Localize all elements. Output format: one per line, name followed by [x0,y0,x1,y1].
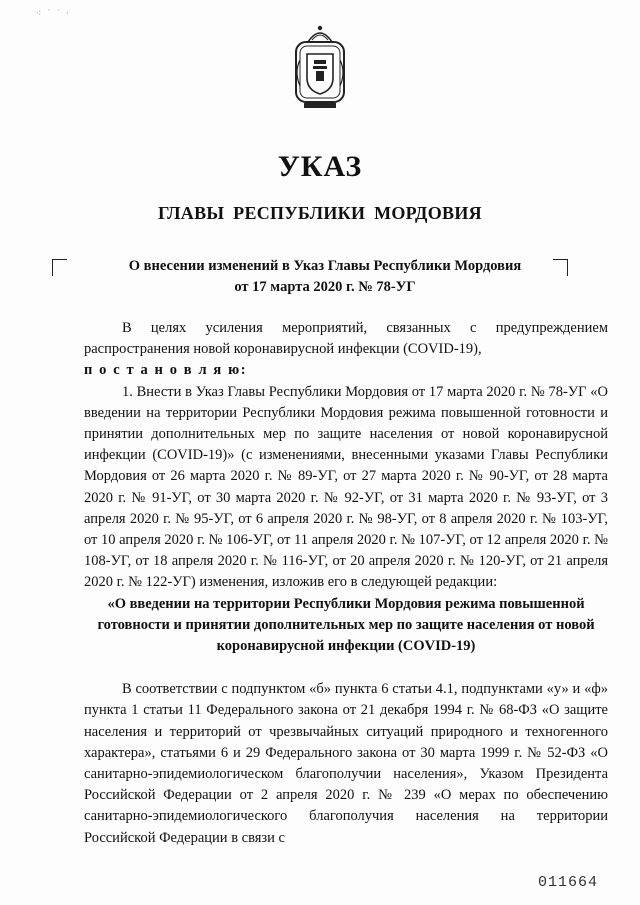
scan-artifact-marks: ⁖ ˙ ˙ · [36,8,72,18]
decree-word: п о с т а н о в л я ю: [84,362,248,379]
preamble-paragraph: В соответствии с подпунктом «б» пункта 6 статьи 4.1, подпунктами «у» и «ф» пункта 1 статьи 11 Федерального закона от 21 декабря 1994 г. № 68-ФЗ «О защите населения и территорий от чрезвычайных ситуаций природного и техногенного характера», статьями 6 и 29 Федерального закона от 30 марта 1999 г. № 52-ФЗ «О санитарно-эпидемиологическом благополучии населения», Указом Президента Российской Федерации от 2 апреля 2020 г. № 239 «О мерах по обеспечению санитарно-эпидемиологического благополучия населения на территории Российской Федерации в связи с [84,681,608,846]
document-serial-number: 011664 [538,874,599,891]
quoted-decree-title: «О введении на территории Республики Мордовия режима повышенной готовности и принятии дополнительных мер по защите населения от новой коронавирусной инфекции (COVID-19) [97,595,595,655]
intro-paragraph: В целях усиления мероприятий, связанных с предупреждением распространения новой коронавирусной инфекции (COVID-19), [84,320,608,358]
document-heading-line1: О внесении изменений в Указ Главы Республики Мордовия [128,258,522,274]
title-bracket-left [52,259,67,276]
emblem-icon [290,20,350,112]
issuer-title: ГЛАВЫ РЕСПУБЛИКИ МОРДОВИЯ [158,203,482,223]
document-type-title: УКАЗ [277,150,363,183]
paragraph-gap [84,657,608,679]
item-1-paragraph: 1. Внести в Указ Главы Республики Мордовия от 17 марта 2020 г. № 78-УГ «О введении на территории Республики Мордовия режима повышенной готовности и принятии дополнительных мер по защите населения от новой коронавирусной инфекции (COVID-19)» (с изменениями, внесенными указами Главы Республики Мордовия от 26 марта 2020 г. № 89-УГ, от 27 марта 2020 г. № 90-УГ, от 28 марта 2020 г. № 91-УГ, от 30 марта 2020 г. № 92-УГ, от 31 марта 2020 г. № 93-УГ, от 3 апреля 2020 г. № 95-УГ, от 6 апреля 2020 г. № 98-УГ, от 8 апреля 2020 г. № 103-УГ, от 10 апреля 2020 г. № 106-УГ, от 11 апреля 2020 г. № 107-УГ, от 12 апреля 2020 г. № 108-УГ, от 18 апреля 2020 г. № 116-УГ, от 20 апреля 2020 г. № 120-УГ, от 21 апреля 2020 г. № 122-УГ) изменения, изложив его в следующей редакции: [84,383,608,591]
document-heading [90,256,560,298]
document-heading-line2: от 17 марта 2020 г. № 78-УГ [234,279,416,295]
document-body [84,318,608,849]
